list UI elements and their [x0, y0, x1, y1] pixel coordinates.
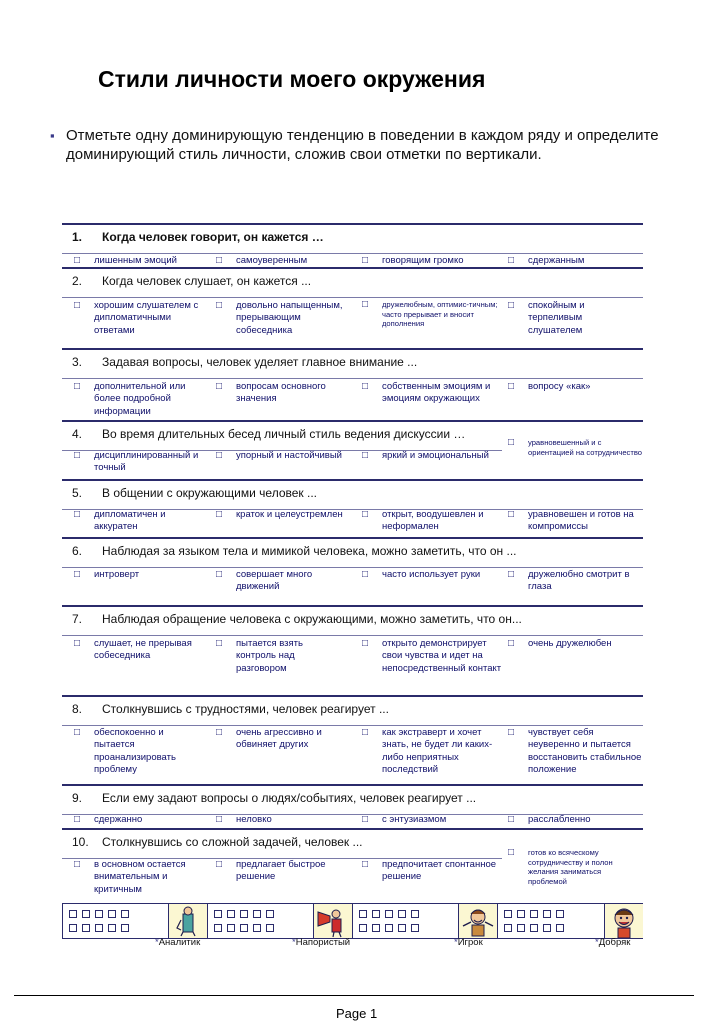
option-label: слушает, не прерывая собеседника [94, 638, 192, 662]
checkbox[interactable]: □ [362, 638, 369, 649]
question-text: В общении с окружающими человек ... [102, 486, 317, 500]
question-block-3 [62, 348, 643, 420]
checkbox[interactable]: □ [362, 859, 369, 870]
question-number: 5. [72, 486, 83, 500]
option-label: совершает много движений [236, 569, 313, 593]
option-label: предлагает быстрое решение [236, 859, 326, 883]
question-block-10 [62, 828, 643, 895]
option-label: хорошим слушателем с дипломатичными ответами [94, 300, 199, 336]
option-label: дипломатичен и аккуратен [94, 509, 166, 533]
option-label: краток и целеустремлен [236, 509, 343, 520]
option-label: вопросу «как» [528, 381, 591, 392]
option-label: дружелюбным, оптимис-тичным; часто прерывает и вносит дополнения [382, 300, 498, 329]
tally-label-amiable [595, 937, 630, 948]
option-amiable[interactable] [508, 638, 640, 650]
star-marker: * [595, 937, 599, 948]
question-block-9 [62, 784, 643, 828]
option-label: дружелюбно смотрит в глаза [528, 569, 630, 593]
question-number: 2. [72, 274, 83, 288]
question-block-2 [62, 267, 643, 348]
option-label: в основном остается внимательным и критичным [94, 859, 186, 895]
option-expressive[interactable] [362, 509, 502, 534]
option-label: чувствует себя неуверенно и пытается восстановить стабильное положение [528, 727, 642, 775]
option-driver[interactable] [216, 814, 346, 826]
star-marker: * [454, 937, 458, 948]
option-driver[interactable] [216, 381, 346, 406]
checkbox[interactable]: □ [362, 299, 369, 310]
checkbox[interactable]: □ [508, 638, 515, 649]
option-label: яркий и эмоциональный [382, 450, 489, 461]
option-label: открыт, воодушевлен и неформален [382, 509, 484, 533]
question-number: 8. [72, 702, 83, 716]
question-row [62, 791, 643, 809]
option-label: пытается взять контроль над разговором [236, 638, 303, 674]
option-amiable[interactable] [508, 509, 640, 534]
option-label: уравновешенный и с ориентацией на сотрудничество [528, 438, 643, 457]
star-marker: * [155, 937, 159, 948]
style-name: Добряк [598, 937, 631, 948]
divider [62, 635, 643, 636]
option-driver[interactable] [216, 300, 352, 337]
star-marker: * [292, 937, 296, 948]
question-row [62, 612, 643, 630]
tally-label-analyst [155, 937, 200, 948]
option-amiable[interactable] [508, 381, 640, 393]
question-text: Наблюдая обращение человека с окружающими, можно заметить, что он... [102, 612, 522, 626]
option-label: спокойным и терпеливым слушателем [528, 300, 585, 336]
amiable-picture [604, 904, 643, 938]
question-number: 6. [72, 544, 83, 558]
checkbox[interactable]: □ [74, 509, 81, 520]
option-label: обеспокоенно и пытается проанализировать проблему [94, 727, 176, 775]
option-analyst[interactable] [74, 859, 204, 896]
question-block-4 [62, 420, 643, 479]
option-amiable[interactable] [508, 848, 628, 886]
bullet-icon: ▪ [50, 128, 55, 143]
option-analyst[interactable] [74, 381, 209, 418]
question-row [62, 230, 643, 248]
checkbox[interactable]: □ [362, 381, 369, 392]
option-label: дисциплинированный и точный [94, 450, 199, 474]
option-label: интроверт [94, 569, 140, 580]
question-text: Наблюдая за языком тела и мимикой человека, можно заметить, что он ... [102, 544, 517, 558]
question-text: Столкнувшись с трудностями, человек реагирует ... [102, 702, 389, 716]
option-analyst[interactable] [74, 255, 204, 267]
question-number: 3. [72, 355, 83, 369]
option-label: открыто демонстрирует свои чувства и идет на непосредственный контакт [382, 638, 502, 674]
option-label: самоуверенным [236, 255, 308, 266]
checkbox[interactable]: □ [216, 569, 223, 580]
tally-group-driver [208, 904, 353, 938]
checkbox[interactable]: □ [74, 450, 81, 461]
question-text: Когда человек говорит, он кажется … [102, 230, 324, 244]
option-analyst[interactable] [74, 727, 204, 776]
option-expressive[interactable] [362, 300, 502, 329]
option-analyst[interactable] [74, 300, 209, 337]
option-amiable[interactable] [508, 255, 640, 267]
checkbox[interactable]: □ [362, 509, 369, 520]
question-row [62, 702, 643, 720]
style-name: Игрок [457, 937, 483, 948]
checkbox[interactable]: □ [508, 814, 515, 825]
option-analyst[interactable] [74, 638, 209, 663]
tally-boxes[interactable] [359, 910, 459, 938]
question-text: Когда человек слушает, он кажется ... [102, 274, 312, 288]
option-label: вопросам основного значения [236, 381, 326, 405]
style-name: Напористый [295, 937, 351, 948]
option-label: готов ко всяческому сотрудничеству и полон желания заниматься проблемой [528, 848, 613, 886]
question-number: 7. [72, 612, 83, 626]
option-expressive[interactable] [362, 859, 502, 884]
checkbox[interactable]: □ [74, 859, 81, 870]
checkbox[interactable]: □ [74, 300, 81, 311]
divider [62, 378, 643, 379]
tally-boxes[interactable] [69, 910, 169, 938]
driver-picture [313, 904, 353, 938]
option-analyst[interactable] [74, 450, 212, 475]
option-expressive[interactable] [362, 255, 497, 267]
option-label: сдержанным [528, 255, 585, 266]
checkbox[interactable]: □ [216, 859, 223, 870]
divider [62, 567, 643, 568]
question-number: 10. [72, 835, 89, 849]
option-label: как экстраверт и хочет знать, не будет ли каких-либо неприятных последствий [382, 727, 493, 775]
checkbox[interactable]: □ [74, 727, 81, 738]
page-number: Page 1 [336, 1006, 378, 1021]
question-block-1 [62, 223, 643, 267]
option-expressive[interactable] [362, 381, 497, 406]
option-analyst[interactable] [74, 569, 204, 581]
checkbox[interactable]: □ [508, 437, 515, 448]
option-label: неловко [236, 814, 272, 825]
question-number: 1. [72, 230, 83, 244]
question-block-5 [62, 479, 643, 537]
option-driver[interactable] [216, 509, 346, 521]
expressive-picture [458, 904, 498, 938]
option-label: упорный и настойчивый [236, 450, 342, 461]
divider [62, 297, 643, 298]
divider [62, 253, 643, 254]
checkbox[interactable]: □ [508, 727, 515, 738]
checkbox[interactable]: □ [508, 255, 515, 266]
checkbox[interactable]: □ [508, 569, 515, 580]
checkbox[interactable]: □ [74, 381, 81, 392]
option-amiable[interactable] [508, 300, 626, 337]
tally-boxes[interactable] [214, 910, 314, 938]
option-label: говорящим громко [382, 255, 464, 266]
question-text: Задавая вопросы, человек уделяет главное внимание ... [102, 355, 418, 369]
question-number: 4. [72, 427, 83, 441]
page-title: Стили личности моего окружения [98, 66, 486, 92]
option-driver[interactable] [216, 859, 346, 884]
option-label: расслабленно [528, 814, 591, 825]
questionnaire-form [62, 223, 643, 953]
option-amiable[interactable] [508, 727, 643, 776]
option-label: собственным эмоциям и эмоциям окружающих [382, 381, 491, 405]
option-expressive[interactable] [362, 638, 502, 675]
option-expressive[interactable] [362, 450, 497, 462]
option-driver[interactable] [216, 569, 346, 594]
tally-boxes[interactable] [504, 910, 604, 938]
option-amiable[interactable] [508, 814, 640, 826]
option-expressive[interactable] [362, 727, 502, 776]
option-label: сдержанно [94, 814, 143, 825]
option-label: уравновешен и готов на компромиссы [528, 509, 634, 533]
option-label: предпочитает спонтанное решение [382, 859, 497, 883]
question-row [62, 486, 643, 504]
option-amiable[interactable] [508, 438, 643, 457]
checkbox[interactable]: □ [508, 381, 515, 392]
option-driver[interactable] [216, 638, 336, 675]
style-name: Аналитик [158, 937, 201, 948]
checkbox[interactable]: □ [362, 255, 369, 266]
tally-label-driver [292, 937, 350, 948]
checkbox[interactable]: □ [216, 509, 223, 520]
checkbox[interactable]: □ [74, 814, 81, 825]
tally-group-amiable [498, 904, 644, 938]
checkbox[interactable]: □ [216, 255, 223, 266]
checkbox[interactable]: □ [362, 450, 369, 461]
checkbox[interactable]: □ [216, 381, 223, 392]
checkbox[interactable]: □ [508, 300, 515, 311]
checkbox[interactable]: □ [508, 847, 515, 858]
option-driver[interactable] [216, 450, 346, 462]
option-amiable[interactable] [508, 569, 640, 594]
instructions-text: Отметьте одну доминирующую тенденцию в поведении в каждом ряду и определите доминирующий стиль личности, сложив свои отметки по вертикали. [66, 127, 659, 163]
checkbox[interactable]: □ [216, 450, 223, 461]
question-number: 9. [72, 791, 83, 805]
option-label: с энтузиазмом [382, 814, 447, 825]
option-driver[interactable] [216, 727, 346, 752]
checkbox[interactable]: □ [74, 255, 81, 266]
option-analyst[interactable] [74, 509, 204, 534]
checkbox[interactable]: □ [216, 814, 223, 825]
option-expressive[interactable] [362, 814, 502, 826]
question-text: Во время длительных бесед личный стиль ведения дискуссии … [102, 427, 466, 441]
checkbox[interactable]: □ [216, 638, 223, 649]
checkbox[interactable]: □ [508, 509, 515, 520]
divider [62, 725, 643, 726]
instructions [50, 126, 670, 164]
option-driver[interactable] [216, 255, 346, 267]
option-label: очень дружелюбен [528, 638, 612, 649]
checkbox[interactable]: □ [74, 638, 81, 649]
tally-label-expressive [454, 937, 483, 948]
option-label: дополнительной или более подробной информации [94, 381, 186, 417]
checkbox[interactable]: □ [74, 569, 81, 580]
checkbox[interactable]: □ [362, 727, 369, 738]
checkbox[interactable]: □ [362, 814, 369, 825]
tally-strip [62, 903, 643, 939]
question-block-8 [62, 695, 643, 784]
option-label: лишенным эмоций [94, 255, 177, 266]
question-block-6 [62, 537, 643, 605]
tally-group-analyst [63, 904, 208, 938]
option-expressive[interactable] [362, 569, 502, 581]
checkbox[interactable]: □ [362, 569, 369, 580]
tally-group-expressive [353, 904, 498, 938]
option-label: довольно напыщенным, прерывающим собеседника [236, 300, 343, 336]
question-text: Столкнувшись со сложной задачей, человек ... [102, 835, 363, 849]
option-label: очень агрессивно и обвиняет других [236, 727, 322, 751]
analyst-picture [168, 904, 208, 938]
checkbox[interactable]: □ [216, 300, 223, 311]
checkbox[interactable]: □ [216, 727, 223, 738]
question-block-7 [62, 605, 643, 695]
question-row [62, 274, 643, 292]
option-analyst[interactable] [74, 814, 204, 826]
question-row [62, 544, 643, 562]
question-text: Если ему задают вопросы о людях/событиях, человек реагирует ... [102, 791, 477, 805]
option-label: часто использует руки [382, 569, 481, 580]
question-row [62, 355, 643, 373]
footer-rule [14, 995, 694, 996]
